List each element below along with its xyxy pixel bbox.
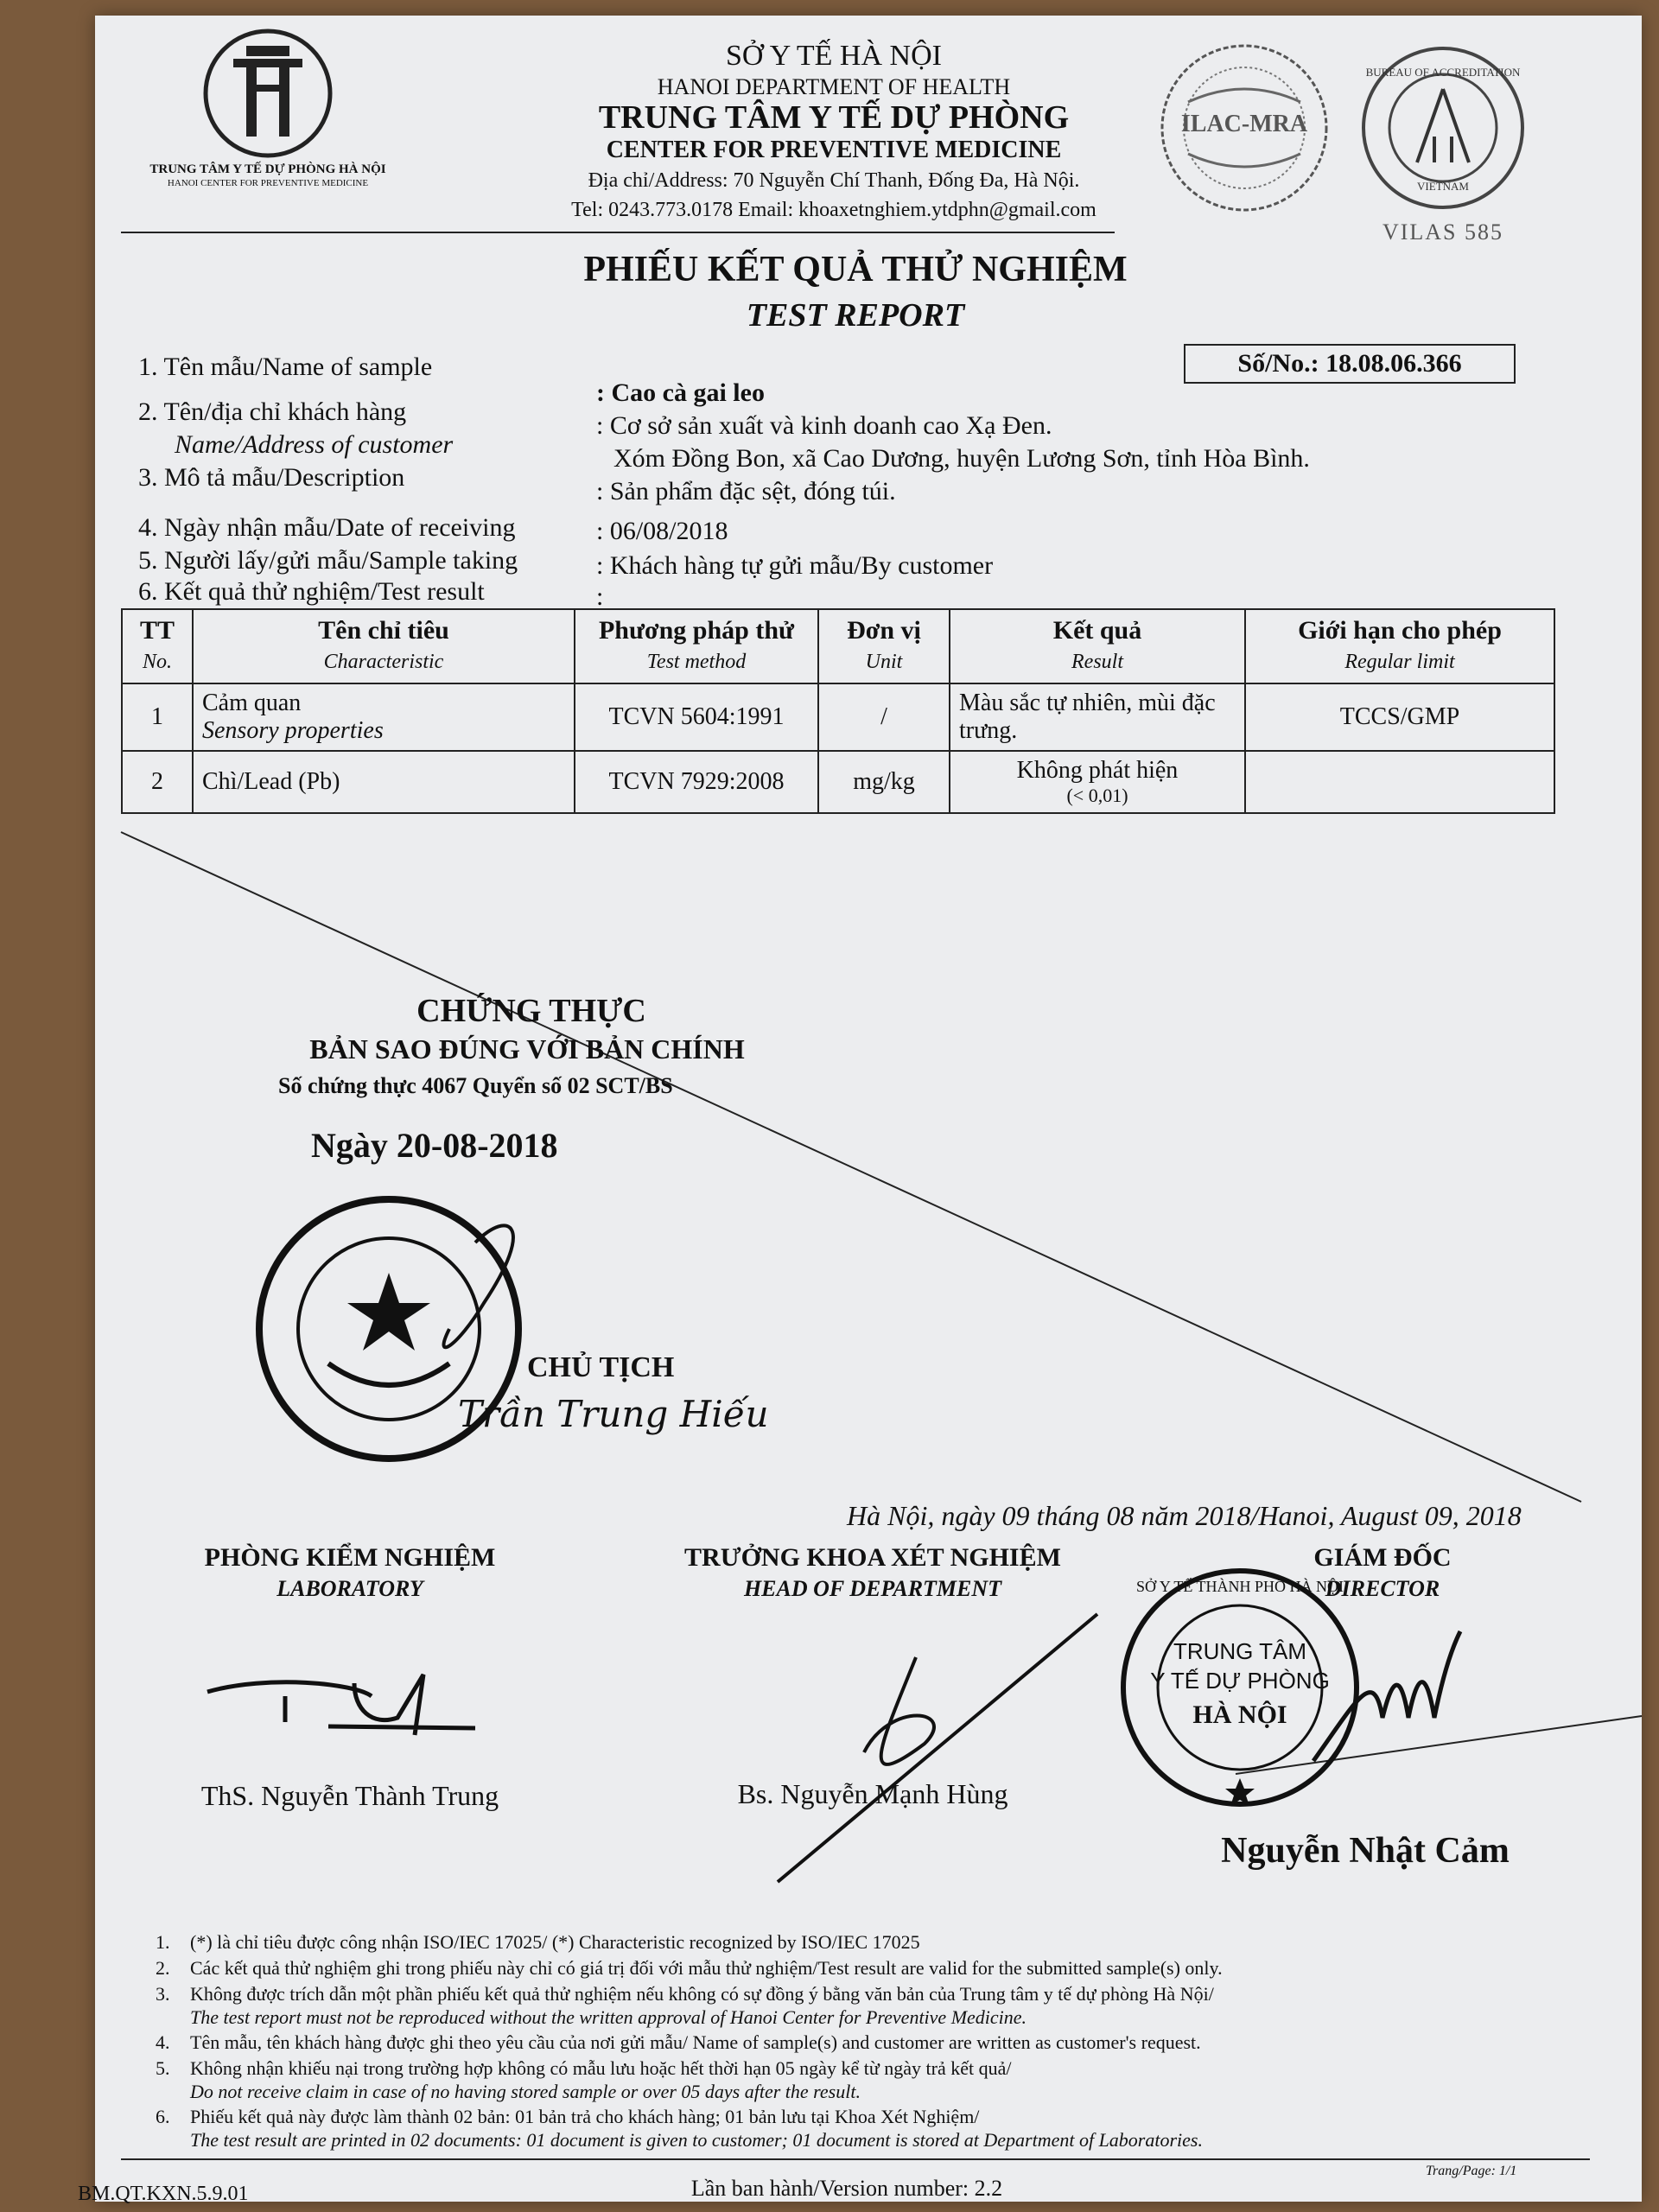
director-signature-icon <box>1305 1614 1547 1787</box>
cert-line1: CHỨNG THỰC <box>416 993 646 1029</box>
footer-page: Trang/Page: 1/1 <box>1426 2164 1517 2178</box>
field-value-3: : Sản phẩm đặc sệt, đóng túi. <box>596 477 896 505</box>
logo-text-en: HANOI CENTER FOR PREVENTIVE MEDICINE <box>167 178 369 188</box>
field-value-5: : Khách hàng tự gửi mẫu/By customer <box>596 551 994 580</box>
field-label-2-en: Name/Address of customer <box>175 430 454 459</box>
role-head-en: HEAD OF DEPARTMENT <box>743 1576 1002 1601</box>
field-value-1: : Cao cà gai leo <box>596 378 765 407</box>
col-result: Kết quả Result <box>950 609 1245 683</box>
footer-version: Lần ban hành/Version number: 2.2 <box>690 2176 1003 2201</box>
role-director-en: DIRECTOR <box>1325 1576 1440 1601</box>
lab-signature-icon <box>199 1657 493 1761</box>
cert-line3: Số chứng thực 4067 Quyển số 02 SCT/BS <box>278 1073 673 1098</box>
row1-limit: TCCS/GMP <box>1245 683 1554 751</box>
document-page <box>78 16 1642 2205</box>
role-head-vi: TRƯỞNG KHOA XÉT NGHIỆM <box>684 1543 1061 1572</box>
row1-result: Màu sắc tự nhiên, mùi đặc trưng. <box>950 683 1245 751</box>
row2-name: Chì/Lead (Pb) <box>193 751 575 813</box>
col-unit: Đơn vị Unit <box>818 609 950 683</box>
col-characteristic: Tên chỉ tiêu Characteristic <box>193 609 575 683</box>
director-seal-ring: SỞ Y TẾ THÀNH PHỐ HÀ NỘI <box>1135 1578 1344 1595</box>
director-seal-line2: Y TẾ DỰ PHÒNG <box>1150 1668 1330 1694</box>
row2-unit: mg/kg <box>818 751 950 813</box>
vilas-number: VILAS 585 <box>1382 219 1504 245</box>
row1-unit: / <box>818 683 950 751</box>
role-director-vi: GIÁM ĐỐC <box>1313 1543 1452 1572</box>
field-label-3: 3. Mô tả mẫu/Description <box>138 463 405 492</box>
col-method: Phương pháp thử Test method <box>575 609 818 683</box>
report-number: Số/No.: 18.08.06.366 <box>1184 344 1516 384</box>
field-label-4: 4. Ngày nhận mẫu/Date of receiving <box>138 513 516 542</box>
field-label-1: 1. Tên mẫu/Name of sample <box>138 353 433 381</box>
logo-text-vi: TRUNG TÂM Y TẾ DỰ PHÒNG HÀ NỘI <box>149 162 386 176</box>
col-no: TT No. <box>122 609 193 683</box>
center-vi: TRUNG TÂM Y TẾ DỰ PHÒNG <box>598 99 1070 136</box>
note-6: 6. Phiếu kết quả này được làm thành 02 bản: 01 bản trả cho khách hàng; 01 bản lưu tại Khoa Xét Nghiệm/ The test result are printed in 02 documents: 01 document is given to customer; 01 document is stored at Department of Laboratories. <box>156 2106 1203 2151</box>
row1-no: 1 <box>122 683 193 751</box>
name-lab: ThS. Nguyễn Thành Trung <box>200 1780 499 1811</box>
director-seal-line1: TRUNG TÂM <box>1173 1638 1307 1664</box>
field-value-2b: Xóm Đồng Bon, xã Cao Dương, huyện Lương Sơn, tỉnh Hòa Bình. <box>613 444 1310 473</box>
note-1: 1. (*) là chỉ tiêu được công nhận ISO/IEC 17025/ (*) Characteristic recognized by ISO/IEC 17025 <box>156 1931 920 1953</box>
footer-divider <box>121 2158 1590 2160</box>
row2-method: TCVN 7929:2008 <box>575 751 818 813</box>
note-2: 2. Các kết quả thử nghiệm ghi trong phiếu này chỉ có giá trị đối với mẫu thử nghiệm/Test result are valid for the submitted sample(s) only. <box>156 1957 1223 1979</box>
row1-name: Cảm quan Sensory properties <box>193 683 575 751</box>
row2-result: Không phát hiện (< 0,01) <box>950 751 1245 813</box>
field-value-6: : <box>596 582 604 611</box>
title-en: TEST REPORT <box>746 297 965 334</box>
cert-line2: BẢN SAO ĐÚNG VỚI BẢN CHÍNH <box>309 1033 745 1065</box>
tel-email: Tel: 0243.773.0178 Email: khoaxetnghiem.ytdphn@gmail.com <box>571 199 1096 221</box>
address: Địa chỉ/Address: 70 Nguyễn Chí Thanh, Đống Đa, Hà Nội. <box>588 169 1080 192</box>
dept-en: HANOI DEPARTMENT OF HEALTH <box>657 74 1011 99</box>
sign-date: Hà Nội, ngày 09 tháng 08 năm 2018/Hanoi, August 09, 2018 <box>847 1500 1522 1531</box>
role-lab-vi: PHÒNG KIỂM NGHIỆM <box>204 1543 496 1572</box>
field-value-2: : Cơ sở sản xuất và kinh doanh cao Xạ Đen. <box>596 411 1052 440</box>
note-3: 3. Không được trích dẫn một phần phiếu kết quả thử nghiệm nếu không có sự đồng ý bằng văn bản của Trung tâm y tế dự phòng Hà Nội/ The test report must not be reproduced without the written approval of Hanoi Center for Preventive Medicine. <box>156 1983 1214 2028</box>
accreditation-ring-text: BUREAU OF ACCREDITATION <box>1365 66 1521 79</box>
col-limit: Giới hạn cho phép Regular limit <box>1245 609 1554 683</box>
row1-method: TCVN 5604:1991 <box>575 683 818 751</box>
director-seal-line3: HÀ NỘI <box>1192 1700 1287 1729</box>
name-head: Bs. Nguyễn Mạnh Hùng <box>737 1778 1008 1809</box>
title-vi: PHIẾU KẾT QUẢ THỬ NGHIỆM <box>583 250 1128 289</box>
cert-date: Ngày 20-08-2018 <box>311 1126 558 1165</box>
head-signature-icon <box>717 1605 1115 1916</box>
footer-code: BM.QT.KXN.5.9.01 <box>78 2183 249 2205</box>
field-label-2: 2. Tên/địa chỉ khách hàng <box>138 397 407 426</box>
field-label-5: 5. Người lấy/gửi mẫu/Sample taking <box>138 546 518 575</box>
cert-signer-name: Trần Trung Hiếu <box>458 1393 769 1435</box>
note-5: 5. Không nhận khiếu nại trong trường hợp không có mẫu lưu hoặc hết thời hạn 05 ngày kể từ ngày trả kết quả/ Do not receive claim in case of no having stored sample or over 05 days after the result. <box>156 2057 1012 2102</box>
note-4: 4. Tên mẫu, tên khách hàng được ghi theo yêu cầu của nơi gửi mẫu/ Name of sample(s) and customer are written as customer's request. <box>156 2031 1201 2053</box>
cert-title: CHỦ TỊCH <box>527 1351 675 1383</box>
role-lab-en: LABORATORY <box>276 1576 423 1601</box>
accreditation-country: VIETNAM <box>1417 180 1469 193</box>
ilac-mra-text: ILAC-MRA <box>1180 111 1308 137</box>
center-en: CENTER FOR PREVENTIVE MEDICINE <box>606 137 1062 163</box>
row2-no: 2 <box>122 751 193 813</box>
name-director: Nguyễn Nhật Cảm <box>1221 1831 1510 1871</box>
field-value-4: : 06/08/2018 <box>596 517 728 545</box>
field-label-6: 6. Kết quả thử nghiệm/Test result <box>138 577 485 606</box>
dept-vi: SỞ Y TẾ HÀ NỘI <box>726 40 942 72</box>
